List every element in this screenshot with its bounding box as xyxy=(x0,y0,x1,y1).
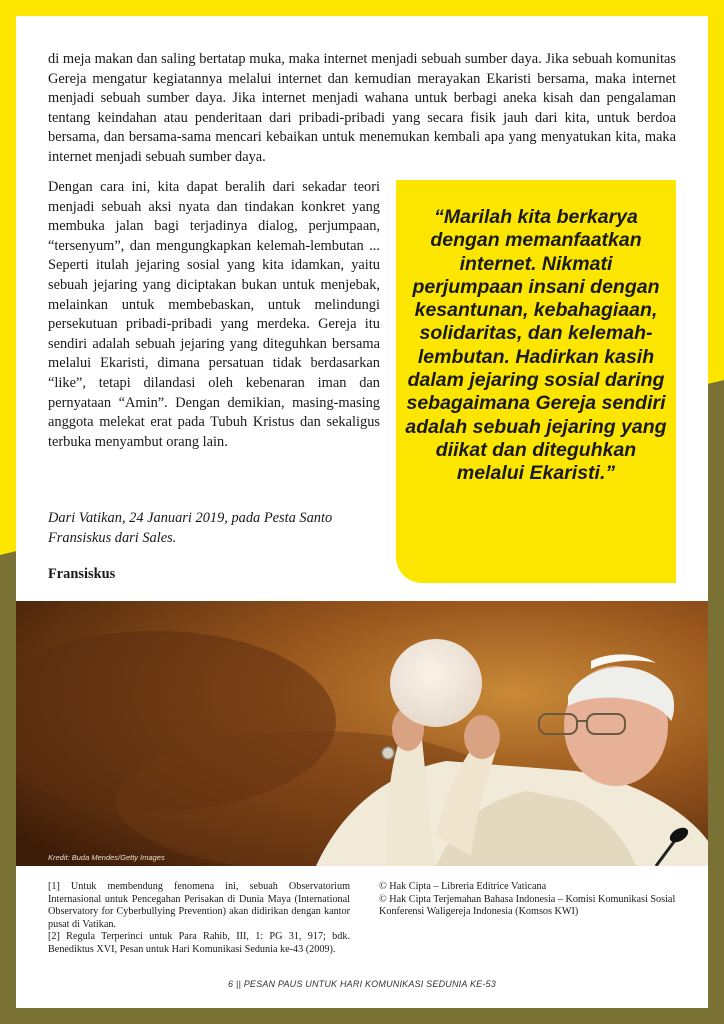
body-paragraph-1 xyxy=(48,50,676,168)
footnotes-left xyxy=(48,881,350,957)
paragraph-2-text: Dengan cara ini, kita dapat beralih dari sekadar teori menjadi sebuah aksi nyata dan tindakan konkret yang membuka jalan bagi terjadinya dialog, perjumpaan, “tersenyum”, dan mengungkapkan kelemah-lembutan ... Seperti itulah jejaring sosial yang kita idamkan, yaitu sebuah jejaring yang diciptakan bukan untuk menjebak, melainkan untuk membebaskan, untuk melindungi persekutuan pribadi-pribadi yang merdeka. Gereja itu sendiri adalah sebuah jejaring yang diteguhkan bersama melalui Ekaristi, dimana persatuan tidak berdasarkan “like”, tetapi dilandasi oleh kebenaran iman dan pernyataan “Amin”. Dengan demikian, masing-masing anggota melekat erat pada Tubuh Kristus dan sekaligus terbuka menyambut orang lain. xyxy=(48,179,380,450)
photo-pope-eucharist xyxy=(16,601,708,866)
body-paragraph-2 xyxy=(48,178,380,452)
copyright-vatican: © Hak Cipta – Libreria Editrice Vaticana xyxy=(379,881,547,892)
page-footer: 6 || PESAN PAUS UNTUK HARI KOMUNIKASI SEDUNIA KE-53 xyxy=(228,979,496,989)
pull-quote-text: “Marilah kita berkarya dengan memanfaatkan internet. Nikmati perjumpaan insani dengan kesantunan, kebahagiaan, solidaritas, dan kelemah-lembutan. Hadirkan kasih dalam jejaring sosial daring sebagaimana Gereja sendiri adalah sebuah jejaring yang diikat dan diteguhkan melalui Ekaristi.” xyxy=(405,206,667,485)
place-date: Dari Vatikan, 24 Januari 2019, pada Pesta Santo Fransiskus dari Sales. xyxy=(48,510,333,546)
footnote-1: [1] Untuk membendung fenomena ini, sebuah Observatorium Internasional untuk Pencegahan Perisakan di Dunia Maya (International Observatory for Cyberbullying Prevention) akan didirikan dengan kantor pusat di Vatikan. xyxy=(48,881,350,930)
copyright-translation: © Hak Cipta Terjemahan Bahasa Indonesia – Komisi Komunikasi Sosial Konferensi Waligereja Indonesia (Komsos KWI) xyxy=(379,893,676,918)
paragraph-1-text: di meja makan dan saling bertatap muka, maka internet menjadi sebuah sumber daya. Jika sebuah komunitas Gereja mengatur kegiatannya melalui internet dan kemudian merayakan Ekaristi bersama, maka internet menjadi sebuah sumber daya. Jika internet menjadi wahana untuk berbagi aneka kisah dan pengalaman tentang keindahan atau penderitaan dari pribadi-pribadi yang secara fisik jauh dari kita, untuk berdoa bersama, dan bersama-sama mencari kebaikan untuk menemukan kembali apa yang menyatukan kita, maka internet menjadi sebuah sumber daya. xyxy=(48,51,676,165)
photo-credit: Kredit: Buda Mendes/Getty Images xyxy=(48,853,165,862)
photo-illustration xyxy=(16,601,708,866)
copyright-notes xyxy=(379,881,679,919)
signature: Fransiskus xyxy=(48,566,116,582)
footnote-2: [2] Regula Terperinci untuk Para Rahib, III, 1: PG 31, 917; bdk. Benediktus XVI, Pesan untuk Hari Komunikasi Sedunia ke-43 (2009). xyxy=(48,931,350,955)
